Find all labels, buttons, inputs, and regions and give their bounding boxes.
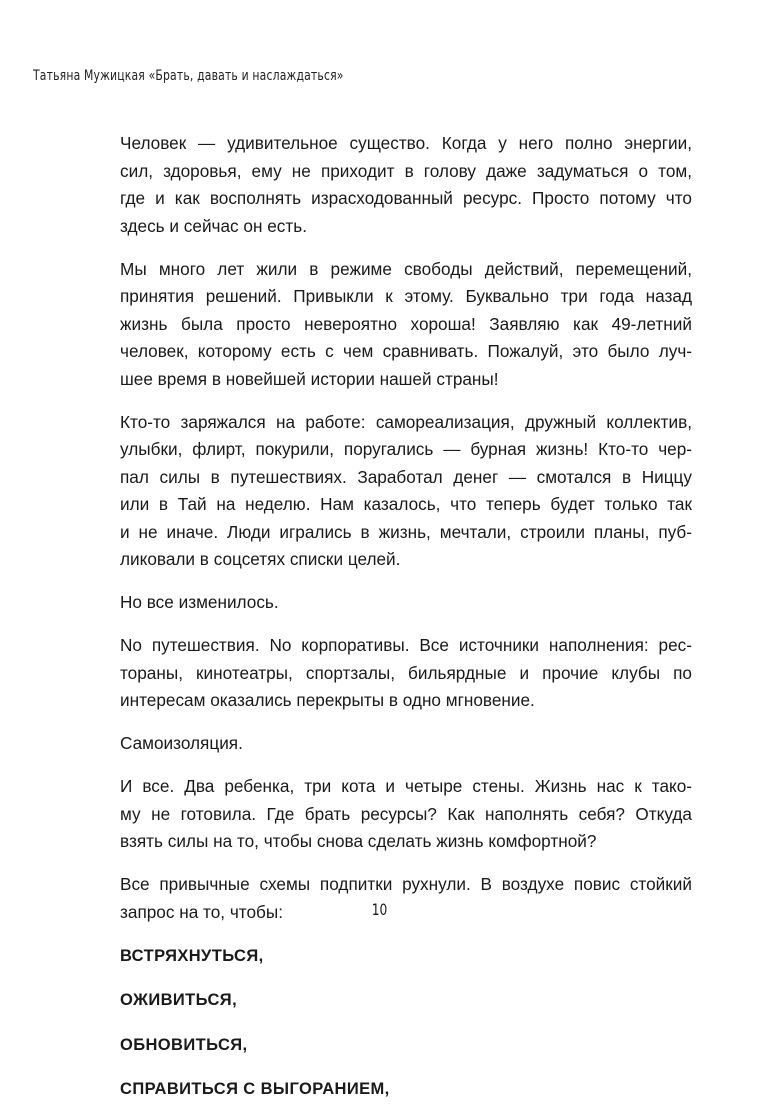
paragraph bbox=[120, 589, 692, 617]
text-line: Но все изменилось. bbox=[120, 592, 279, 612]
bold-list-item: ОБНОВИТЬСЯ, bbox=[120, 1035, 248, 1054]
paragraph bbox=[120, 632, 692, 715]
text-line: запрос на то, чтобы: bbox=[120, 901, 284, 922]
page-body bbox=[120, 130, 692, 1120]
paragraph bbox=[120, 256, 692, 394]
page-number: 10 bbox=[371, 900, 388, 919]
running-header: Татьяна Мужицкая «Брать, давать и наслаждаться» bbox=[33, 68, 344, 84]
text-line: Все привычные схемы подпитки рухнули. В воздухе повис стойкий bbox=[120, 874, 692, 894]
text-line: улыбки, флирт, покурили, поругались — бурная жизнь! Кто-то чер- bbox=[120, 439, 692, 459]
text-line: принятия решений. Привыкли к этому. Буквально три года назад bbox=[120, 286, 692, 306]
text-line: Самоизоляция. bbox=[120, 733, 243, 753]
text-line: Человек — удивительное существо. Когда у него полно энергии, bbox=[120, 133, 692, 153]
text-line: тораны, кинотеатры, спортзалы, бильярдные и прочие клубы по bbox=[120, 662, 692, 683]
text-line: человек, которому есть с чем сравнивать. Пожалуй, это было луч- bbox=[120, 341, 692, 361]
text-line: Кто-то заряжался на работе: самореализация, дружный коллектив, bbox=[120, 411, 692, 432]
text-line: жизнь была просто невероятно хороша! Заявляю как 49-летний bbox=[120, 313, 692, 334]
paragraph bbox=[120, 130, 692, 240]
text-line: интересам оказались перекрыты в одно мгновение. bbox=[120, 690, 535, 710]
text-line: му не готовила. Где брать ресурсы? Как наполнять себя? Откуда bbox=[120, 803, 692, 824]
bold-list-item: ВСТРЯХНУТЬСЯ, bbox=[120, 946, 264, 965]
bold-list bbox=[120, 942, 692, 1120]
paragraph bbox=[120, 409, 692, 574]
text-line: сил, здоровья, ему не приходит в голову даже задуматься о том, bbox=[120, 160, 692, 181]
text-line: и не иначе. Люди игрались в жизнь, мечтали, строили планы, пуб- bbox=[120, 521, 692, 542]
text-line: ликовали в соцсетях списки целей. bbox=[120, 549, 401, 569]
text-line: шее время в новейшей истории нашей страны! bbox=[120, 368, 499, 389]
text-line: пал силы в путешествиях. Заработал денег — смотался в Ниццу bbox=[120, 466, 692, 487]
text-line: взять силы на то, чтобы снова сделать жизнь комфортной? bbox=[120, 831, 597, 851]
text-line: где и как восполнять израсходованный ресурс. Просто потому что bbox=[120, 188, 692, 208]
text-line: Мы много лет жили в режиме свободы действий, перемещений, bbox=[120, 258, 692, 279]
text-line: здесь и сейчас он есть. bbox=[120, 215, 308, 236]
text-line: или в Тай на неделю. Нам казалось, что теперь будет только так bbox=[120, 494, 692, 514]
bold-list-item: СПРАВИТЬСЯ С ВЫГОРАНИЕМ, bbox=[120, 1080, 390, 1098]
text-line: И все. Два ребенка, три кота и четыре стены. Жизнь нас к тако- bbox=[120, 776, 692, 796]
text-line: No путешествия. No корпоративы. Все источники наполнения: рес- bbox=[120, 635, 692, 655]
paragraph bbox=[120, 730, 692, 758]
bold-list-item: ОЖИВИТЬСЯ, bbox=[120, 991, 238, 1009]
paragraph bbox=[120, 773, 692, 856]
